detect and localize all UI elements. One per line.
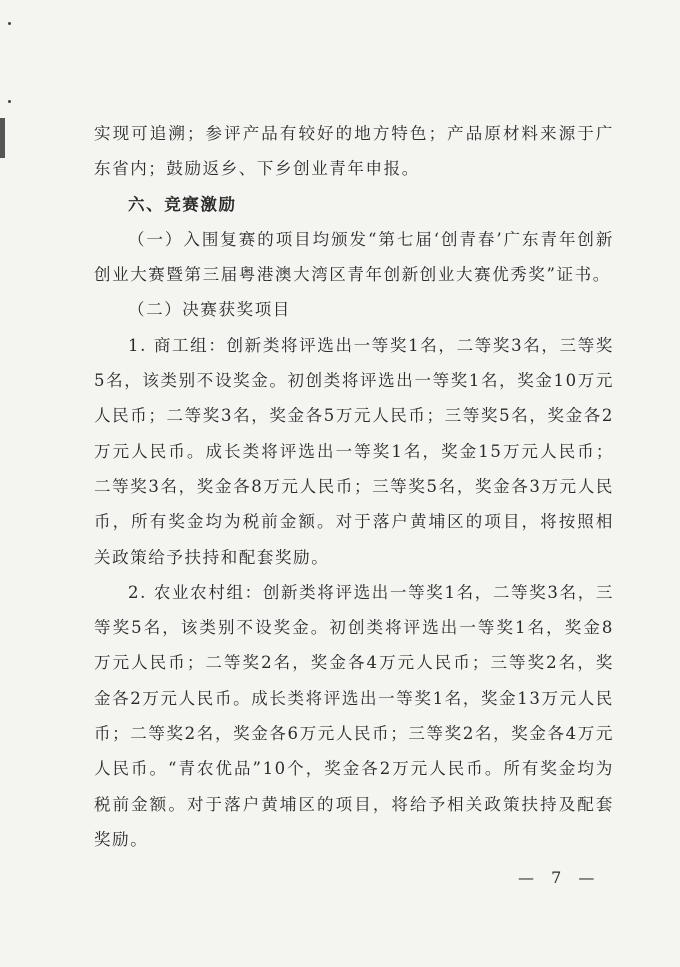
paragraph-item-1: （一）入围复赛的项目均颁发“第七届‘创青春’广东青年创新创业大赛暨第三届粤港澳大湾区青年创新创业大赛优秀奖”证书。 — [94, 229, 614, 285]
document-body — [94, 116, 614, 857]
scan-dot-mark — [8, 100, 11, 103]
scan-binding-mark — [0, 118, 5, 158]
paragraph-agriculture-group: 2. 农业农村组：创新类将评选出一等奖1名，二等奖3名，三等奖5名，该类别不设奖金。初创类将评选出一等奖1名，奖金8万元人民币；二等奖2名，奖金各4万元人民币；三等奖2名，奖金各2万元人民币。成长类将评选出一等奖1名，奖金13万元人民币；二等奖2名，奖金各6万元人民币；三等奖2名，奖金各4万元人民币。“青农优品”10个，奖金各2万元人民币。所有奖金均为税前金额。对于落户黄埔区的项目，将给予相关政策扶持及配套奖励。 — [94, 582, 614, 849]
section-heading: 六、竞赛激励 — [128, 194, 237, 214]
paragraph-commerce-group: 1. 商工组：创新类将评选出一等奖1名，二等奖3名，三等奖5名，该类别不设奖金。初创类将评选出一等奖1名，奖金10万元人民币；二等奖3名，奖金各5万元人民币；三等奖5名，奖金各2万元人民币。成长类将评选出一等奖1名，奖金15万元人民币；二等奖3名，奖金各8万元人民币；三等奖5名，奖金各3万元人民币，所有奖金均为税前金额。对于落户黄埔区的项目，将按照相关政策给予扶持和配套奖励。 — [94, 335, 614, 567]
paragraph-continuation: 实现可追溯；参评产品有较好的地方特色；产品原材料来源于广东省内；鼓励返乡、下乡创业青年申报。 — [94, 124, 614, 179]
paragraph-item-2-title: （二）决赛获奖项目 — [128, 300, 291, 320]
scan-dot-mark-top — [8, 22, 11, 25]
page-number: — 7 — — [518, 868, 601, 887]
